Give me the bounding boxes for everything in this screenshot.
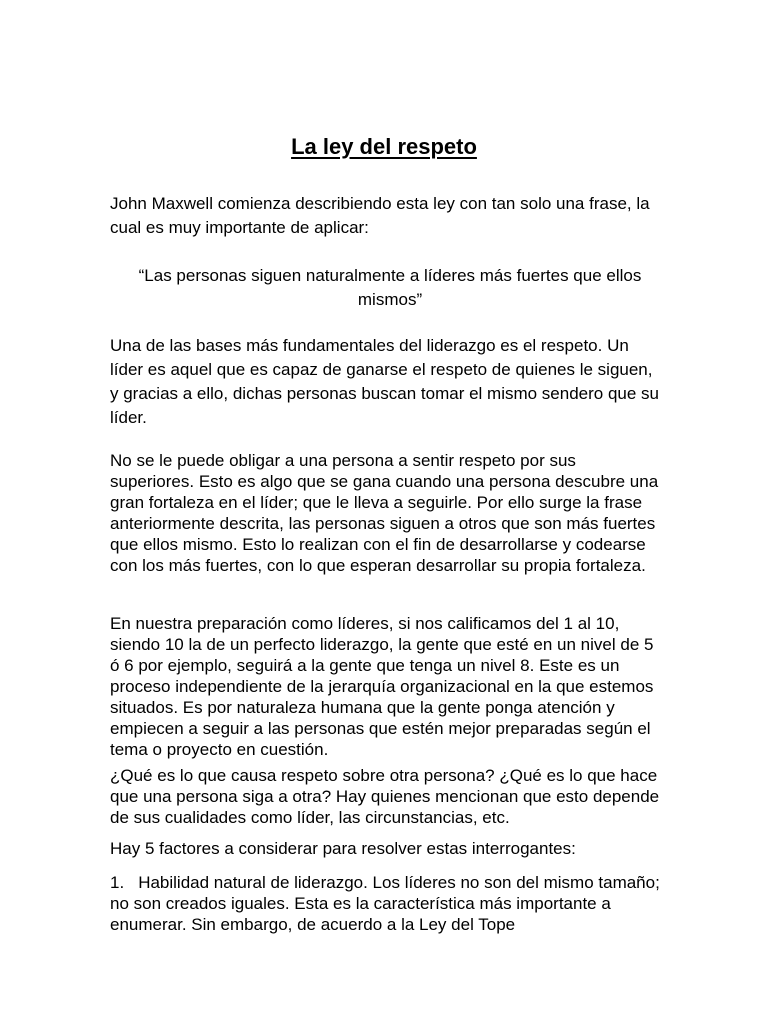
paragraph-respeto: Una de las bases más fundamentales del liderazgo es el respeto. Un líder es aquel que es capaz de ganarse el respeto de quienes le siguen, y gracias a ello, dichas personas buscan tomar el mismo sendero que su líder. xyxy=(110,336,660,427)
paragraph-intro: John Maxwell comienza describiendo esta ley con tan solo una frase, la cual es muy importante de aplicar: xyxy=(110,194,650,237)
list-item-number: 1. xyxy=(110,873,125,892)
document-title: La ley del respeto xyxy=(291,133,477,159)
list-item-text: Habilidad natural de liderazgo. Los líderes no son del mismo tamaño; no son creados iguales. Esta es la característica más importante a enumerar. Sin embargo, de acuerdo a la Ley del Tope xyxy=(110,873,660,934)
paragraph-factores: Hay 5 factores a considerar para resolver estas interrogantes: xyxy=(110,839,576,858)
paragraph-preguntas: ¿Qué es lo que causa respeto sobre otra persona? ¿Qué es lo que hace que una persona siga a otra? Hay quienes mencionan que esto depende de sus cualidades como líder, las circunstancias, etc. xyxy=(110,766,660,827)
paragraph-preparacion: En nuestra preparación como líderes, si nos calificamos del 1 al 10, siendo 10 la de un perfecto liderazgo, la gente que esté en un nivel de 5 ó 6 por ejemplo, seguirá a la gente que tenga un nivel 8. Este es un proceso independiente de la jerarquía organizacional en la que estemos situados. Es por naturaleza humana que la gente ponga atención y empiecen a seguir a las personas que estén mejor preparadas según el tema o proyecto en cuestión. xyxy=(110,614,654,759)
quote-paragraph: “Las personas siguen naturalmente a líderes más fuertes que ellos mismos” xyxy=(138,266,642,309)
paragraph-obligar: No se le puede obligar a una persona a sentir respeto por sus superiores. Esto es algo que se gana cuando una persona descubre una gran fortaleza en el líder; que le lleva a seguirle. Por ello surge la frase anteriormente descrita, las personas siguen a otros que son más fuertes que ellos mismo. Esto lo realizan con el fin de desarrollarse y codearse con los más fuertes, con lo que esperan desarrollar su propia fortaleza. xyxy=(110,451,659,575)
list-item xyxy=(110,872,660,935)
